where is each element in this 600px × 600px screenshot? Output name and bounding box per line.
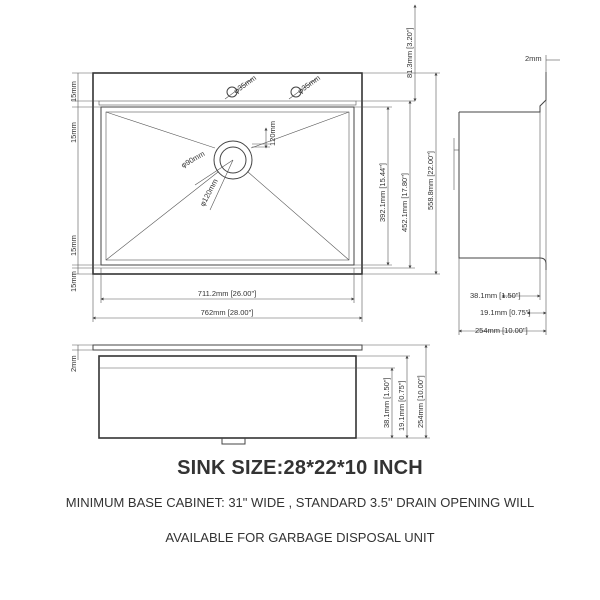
side-h3-dim: 254mm [10.00"] xyxy=(475,326,528,335)
front-drain xyxy=(222,438,245,444)
front-flange xyxy=(93,345,362,350)
sink-basin xyxy=(101,107,354,265)
front-flange-dim: 2mm xyxy=(69,355,78,372)
sink-size-title: SINK SIZE:28*22*10 INCH xyxy=(177,457,423,479)
left-top-dim-1: 15mm xyxy=(69,81,78,102)
hole-left-label: φ35mm xyxy=(231,73,258,96)
sink-basin-floor xyxy=(106,112,349,260)
front-v1-dim: 38.1mm [1.50"] xyxy=(382,377,391,428)
front-v2-dim: 19.1mm [0.75"] xyxy=(397,380,406,431)
side-flange-dim: 2mm xyxy=(525,54,542,63)
drain-inner-label: φ90mm xyxy=(179,149,207,170)
width-overall-dim: 762mm [28.00"] xyxy=(200,308,254,317)
side-view xyxy=(454,54,560,335)
side-h2-dim: 19.1mm [0.75"] xyxy=(480,308,531,317)
hole-right-label: φ35mm xyxy=(295,73,322,96)
drain-outer-label: φ120mm xyxy=(197,177,220,208)
front-view xyxy=(69,345,430,444)
drain-offset-label: 120mm xyxy=(268,120,277,146)
basin-diag xyxy=(106,172,218,260)
side-h1-dim: 38.1mm [1.50"] xyxy=(470,291,521,300)
right-top-dim: 81.3mm [3.20"] xyxy=(405,27,414,78)
right-inner-dim: 452.1mm [17.80"] xyxy=(400,173,409,232)
basin-diag xyxy=(248,172,349,260)
left-top-dim-2: 15mm xyxy=(69,122,78,143)
cabinet-note-line-1: MINIMUM BASE CABINET: 31" WIDE , STANDARD 3.5" DRAIN OPENING WILL xyxy=(65,495,535,510)
cabinet-note-line-2: AVAILABLE FOR GARBAGE DISPOSAL UNIT xyxy=(165,530,435,545)
right-overall-dim: 558.8mm [22.00"] xyxy=(426,151,435,210)
width-inner-dim: 711.2mm [26.00"] xyxy=(197,289,257,298)
basin-diag xyxy=(106,112,215,148)
side-profile xyxy=(459,112,546,270)
left-bottom-dim-2: 15mm xyxy=(69,271,78,292)
sink-outer-rim xyxy=(93,73,362,274)
right-basin-dim: 392.1mm [15.44"] xyxy=(378,163,387,222)
sink-ledge xyxy=(99,101,356,105)
left-bottom-dim-1: 15mm xyxy=(69,235,78,256)
top-view xyxy=(69,5,440,322)
front-v3-dim: 254mm [10.00"] xyxy=(416,375,425,428)
